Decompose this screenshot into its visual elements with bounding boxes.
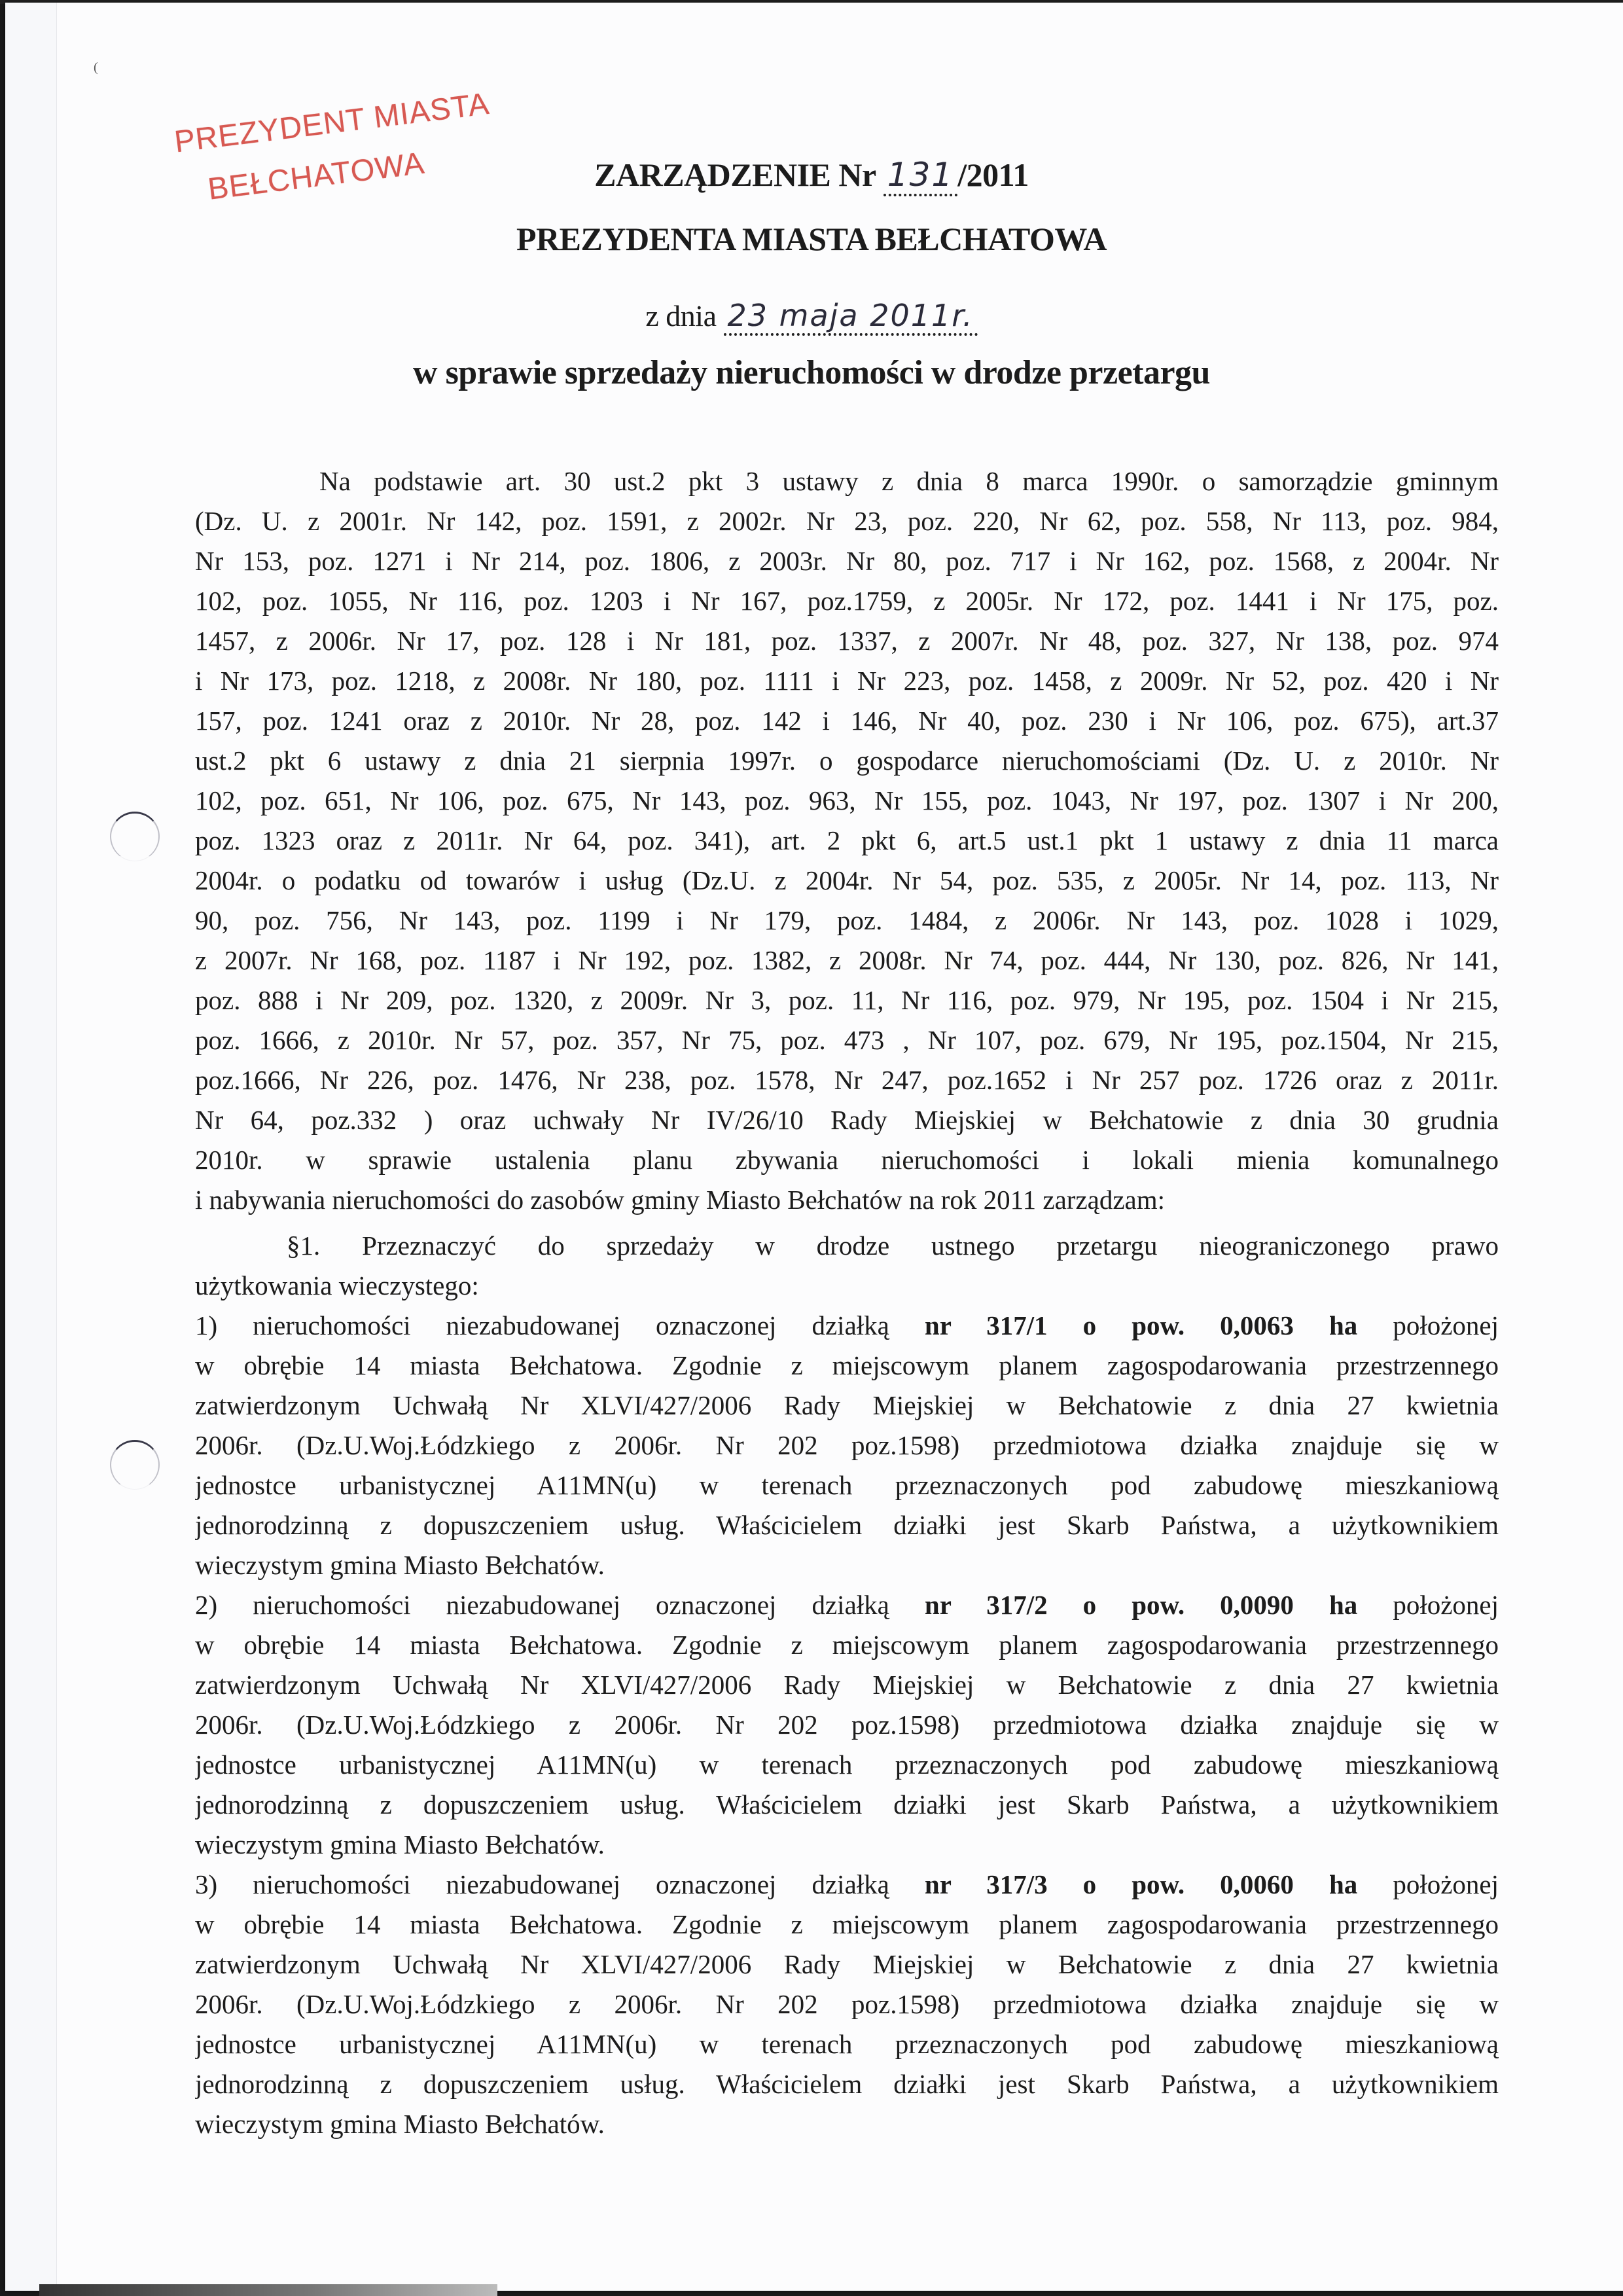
preamble-line: poz. 888 i Nr 209, poz. 1320, z 2009r. Nr 3, poz. 11, Nr 116, poz. 979, Nr 195, poz. 1504 i Nr 215, xyxy=(195,985,1499,1015)
stamp-line-2: BEŁCHATOWA xyxy=(205,145,427,206)
parcel-tail: położonej xyxy=(1357,1310,1499,1340)
parcel-line: jednostce urbanistycznej A11MN(u) w terenach przeznaczonych pod zabudowę mieszkaniową xyxy=(195,1470,1499,1500)
parcel-lead: 3) nieruchomości niezabudowanej oznaczonej działką xyxy=(195,1869,925,1899)
preamble-line: 157, poz. 1241 oraz z 2010r. Nr 28, poz. 142 i 146, Nr 40, poz. 230 i Nr 106, poz. 675), art.37 xyxy=(195,706,1499,736)
parcel-line: w obrębie 14 miasta Bełchatowa. Zgodnie z miejscowym planem zagospodarowania przestrzennego xyxy=(195,1350,1499,1380)
preamble-line: 2010r. w sprawie ustalenia planu zbywania nieruchomości i lokali mienia komunalnego xyxy=(195,1145,1499,1175)
preamble-line: z 2007r. Nr 168, poz. 1187 i Nr 192, poz. 1382, z 2008r. Nr 74, poz. 444, Nr 130, poz. 826, Nr 141, xyxy=(195,945,1499,975)
parcel-line: 2006r. (Dz.U.Woj.Łódzkiego z 2006r. Nr 202 poz.1598) przedmiotowa działka znajduje się w xyxy=(195,1430,1499,1460)
parcel-line: zatwierdzonym Uchwałą Nr XLVI/427/2006 Rady Miejskiej w Bełchatowie z dnia 27 kwietnia xyxy=(195,1949,1499,1979)
preamble-line: Nr 153, poz. 1271 i Nr 214, poz. 1806, z 2003r. Nr 80, poz. 717 i Nr 162, poz. 1568, z 2004r. Nr xyxy=(195,546,1499,576)
preamble-line: poz. 1323 oraz z 2011r. Nr 64, poz. 341), art. 2 pkt 6, art.5 ust.1 pkt 1 ustawy z dnia 11 marca xyxy=(195,825,1499,855)
order-title-suffix: /2011 xyxy=(957,156,1029,193)
preamble-line: i nabywania nieruchomości do zasobów gminy Miasto Bełchatów na rok 2011 zarządzam: xyxy=(195,1185,1166,1215)
parcel-line: zatwierdzonym Uchwałą Nr XLVI/427/2006 Rady Miejskiej w Bełchatowie z dnia 27 kwietnia xyxy=(195,1670,1499,1700)
parcel-item-2-header xyxy=(195,1585,1499,1625)
parcel-line: 2006r. (Dz.U.Woj.Łódzkiego z 2006r. Nr 202 poz.1598) przedmiotowa działka znajduje się w xyxy=(195,1989,1499,2019)
preamble-line: 102, poz. 1055, Nr 116, poz. 1203 i Nr 167, poz.1759, z 2005r. Nr 172, poz. 1441 i Nr 175, poz. xyxy=(195,586,1499,616)
preamble-line: 1457, z 2006r. Nr 17, poz. 128 i Nr 181, poz. 1337, z 2007r. Nr 48, poz. 327, Nr 138, poz. 974 xyxy=(195,626,1499,656)
parcel-lead: 1) nieruchomości niezabudowanej oznaczonej działką xyxy=(195,1310,925,1340)
parcel-number: nr 317/2 xyxy=(924,1590,1048,1620)
parcel-area-label: o pow. xyxy=(1047,1590,1221,1620)
parcel-area-label: o pow. xyxy=(1047,1310,1221,1340)
parcel-line: 2006r. (Dz.U.Woj.Łódzkiego z 2006r. Nr 202 poz.1598) przedmiotowa działka znajduje się w xyxy=(195,1710,1499,1740)
order-number-handwritten: 131 xyxy=(883,156,957,196)
preamble-line: i Nr 173, poz. 1218, z 2008r. Nr 180, poz. 1111 i Nr 223, poz. 1458, z 2009r. Nr 52, poz. 420 i Nr xyxy=(195,666,1499,696)
parcel-line: w obrębie 14 miasta Bełchatowa. Zgodnie z miejscowym planem zagospodarowania przestrzennego xyxy=(195,1630,1499,1660)
preamble-line: 90, poz. 756, Nr 143, poz. 1199 i Nr 179, poz. 1484, z 2006r. Nr 143, poz. 1028 i 1029, xyxy=(195,905,1499,935)
parcel-area: 0,0060 ha xyxy=(1220,1869,1358,1899)
preamble-line: poz. 1666, z 2010r. Nr 57, poz. 357, Nr 75, poz. 473 , Nr 107, poz. 679, Nr 195, poz.1504, Nr 215, xyxy=(195,1025,1499,1055)
preamble-line: ust.2 pkt 6 ustawy z dnia 21 sierpnia 1997r. o gospodarce nieruchomościami (Dz. U. z 2010r. Nr xyxy=(195,745,1499,776)
parcel-line: jednostce urbanistycznej A11MN(u) w terenach przeznaczonych pod zabudowę mieszkaniową xyxy=(195,2029,1499,2059)
parcel-line: jednorodzinną z dopuszczeniem usług. Właścicielem działki jest Skarb Państwa, a użytkownikiem xyxy=(195,1789,1499,1820)
preamble xyxy=(195,461,1499,1220)
parcel-line: jednostce urbanistycznej A11MN(u) w terenach przeznaczonych pod zabudowę mieszkaniową xyxy=(195,1749,1499,1780)
parcel-line: jednorodzinną z dopuszczeniem usług. Właścicielem działki jest Skarb Państwa, a użytkownikiem xyxy=(195,2069,1499,2099)
punch-hole-mark xyxy=(110,1440,160,1490)
parcel-line: jednorodzinną z dopuszczeniem usług. Właścicielem działki jest Skarb Państwa, a użytkownikiem xyxy=(195,1510,1499,1540)
parcel-area: 0,0090 ha xyxy=(1220,1590,1358,1620)
date-handwritten: 23 maja 2011r. xyxy=(724,298,978,336)
order-date xyxy=(0,298,1623,333)
issuer-title: PREZYDENTA MIASTA BEŁCHATOWA xyxy=(516,221,1107,257)
scan-margin-strip xyxy=(5,3,57,2291)
parcel-lead: 2) nieruchomości niezabudowanej oznaczonej działką xyxy=(195,1590,925,1620)
preamble-line: (Dz. U. z 2001r. Nr 142, poz. 1591, z 2002r. Nr 23, poz. 220, Nr 62, poz. 558, Nr 113, poz. 984, xyxy=(195,506,1499,536)
scan-edge-bottom xyxy=(39,2284,497,2296)
parcel-line: w obrębie 14 miasta Bełchatowa. Zgodnie z miejscowym planem zagospodarowania przestrzennego xyxy=(195,1909,1499,1939)
order-title xyxy=(0,156,1623,194)
parcel-number: nr 317/3 xyxy=(924,1869,1048,1899)
parcel-tail: położonej xyxy=(1357,1590,1499,1620)
stray-mark: ( xyxy=(94,60,98,75)
preamble-line: 102, poz. 651, Nr 106, poz. 675, Nr 143, poz. 963, Nr 155, poz. 1043, Nr 197, poz. 1307 i Nr 200, xyxy=(195,785,1499,816)
parcel-line: zatwierdzonym Uchwałą Nr XLVI/427/2006 Rady Miejskiej w Bełchatowie z dnia 27 kwietnia xyxy=(195,1390,1499,1420)
section-1 xyxy=(195,1226,1499,2144)
parcel-item-1-header xyxy=(195,1306,1499,1346)
section-heading-line: użytkowania wieczystego: xyxy=(195,1270,479,1300)
order-subject: w sprawie sprzedaży nieruchomości w drodze przetargu xyxy=(413,354,1210,391)
parcel-line: wieczystym gmina Miasto Bełchatów. xyxy=(195,1829,605,1859)
parcel-item-3-header xyxy=(195,1865,1499,1905)
parcel-number: nr 317/1 xyxy=(924,1310,1048,1340)
parcel-area: 0,0063 ha xyxy=(1220,1310,1358,1340)
stamp-line-1: PREZYDENT MIASTA xyxy=(172,85,491,159)
preamble-line: 2004r. o podatku od towarów i usług (Dz.U. z 2004r. Nr 54, poz. 535, z 2005r. Nr 14, poz. 113, Nr xyxy=(195,865,1499,895)
date-prefix: z dnia xyxy=(645,299,724,332)
section-heading-line: §1. Przeznaczyć do sprzedaży w drodze ustnego przetargu nieograniczonego prawo xyxy=(287,1230,1499,1261)
parcel-area-label: o pow. xyxy=(1047,1869,1221,1899)
preamble-line: Na podstawie art. 30 ust.2 pkt 3 ustawy z dnia 8 marca 1990r. o samorządzie gminnym xyxy=(319,466,1499,496)
preamble-line: Nr 64, poz.332 ) oraz uchwały Nr IV/26/10 Rady Miejskiej w Bełchatowie z dnia 30 grudnia xyxy=(195,1105,1499,1135)
punch-hole-mark xyxy=(110,812,160,861)
preamble-line: poz.1666, Nr 226, poz. 1476, Nr 238, poz. 1578, Nr 247, poz.1652 i Nr 257 poz. 1726 oraz z 2011r. xyxy=(195,1065,1499,1095)
parcel-tail: położonej xyxy=(1357,1869,1499,1899)
parcel-line: wieczystym gmina Miasto Bełchatów. xyxy=(195,2109,605,2139)
order-title-prefix: ZARZĄDZENIE Nr xyxy=(594,156,883,193)
parcel-line: wieczystym gmina Miasto Bełchatów. xyxy=(195,1550,605,1580)
